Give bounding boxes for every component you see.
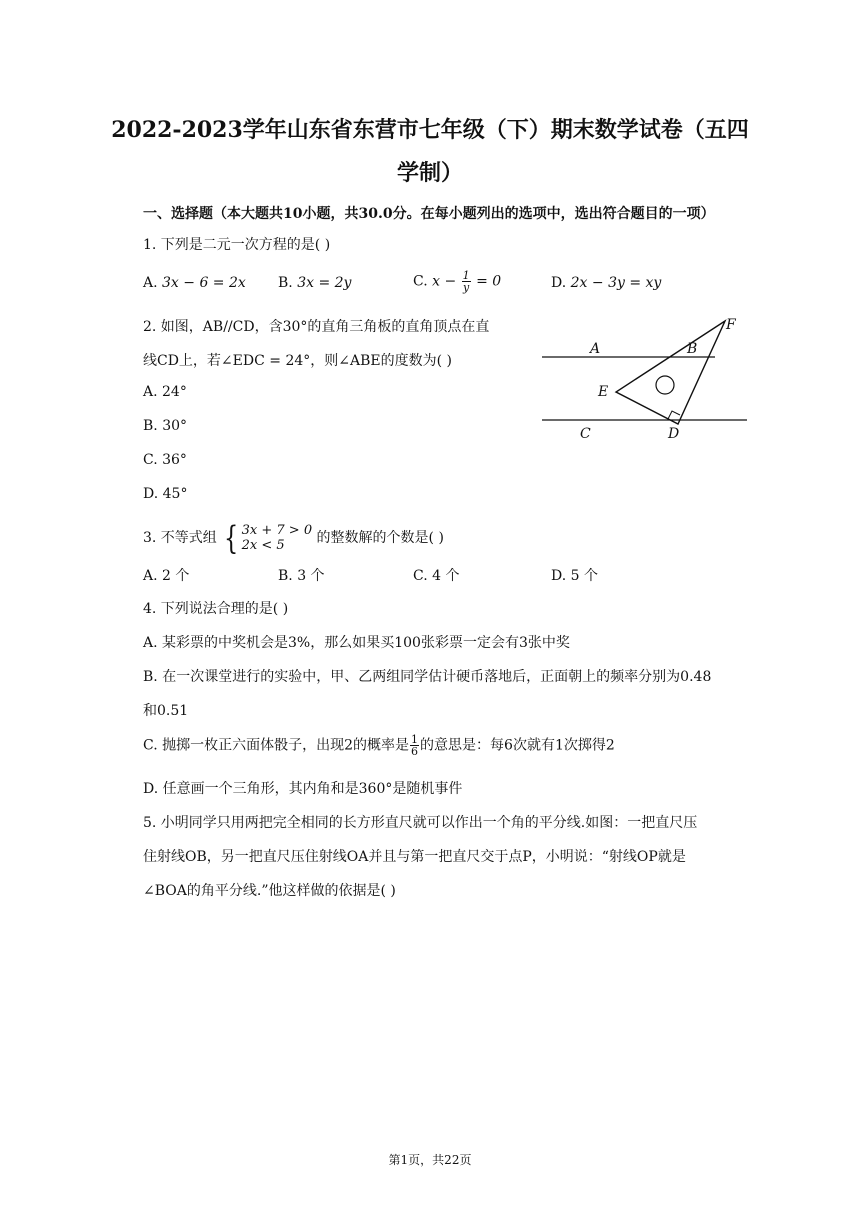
section-heading: 一、选择题（本大题共10小题，共30.0分。在每小题列出的选项中，选出符合题目的一项） — [143, 206, 715, 222]
label-a: A — [590, 341, 601, 357]
exam-title-line1: 2022-2023学年山东省东营市七年级（下）期末数学试卷（五四 — [111, 117, 749, 143]
q1-option-d-text: 2x − 3y = xy — [570, 275, 662, 291]
q2-option-c: C. 36° — [143, 452, 187, 468]
q5-stem-line1: 5. 小明同学只用两把完全相同的长方形直尺就可以作出一个角的平分线.如图：一把直尺压 — [143, 815, 698, 831]
q5-stem-line2: 住射线OB，另一把直尺压住射线OA并且与第一把直尺交于点P，小明说：“射线OP就是 — [143, 849, 686, 865]
q1-stem: 1. 下列是二元一次方程的是( ) — [143, 237, 331, 253]
q4-option-c-numerator: 1 — [411, 733, 419, 746]
label-f: F — [726, 317, 736, 333]
q1-option-b-text: 3x = 2y — [297, 275, 352, 291]
q1-option-c-numerator: 1 — [462, 269, 470, 282]
q1-option-b-label: B. — [278, 275, 293, 291]
q1-option-c-pre: x − — [432, 273, 457, 290]
q1-option-d — [551, 275, 661, 291]
q3-option-d: D. 5 个 — [551, 568, 598, 584]
q2-option-d: D. 45° — [143, 486, 188, 502]
label-e: E — [598, 384, 609, 400]
q2-option-a: A. 24° — [143, 384, 187, 400]
q1-option-c-fraction — [462, 270, 471, 293]
q3-stem-pre: 3. 不等式组 — [143, 530, 217, 546]
q1-option-c — [413, 270, 501, 293]
q3-stem — [143, 519, 444, 557]
q4-stem: 4. 下列说法合理的是( ) — [143, 601, 289, 617]
q3-inequality-system — [221, 519, 313, 557]
q1-option-a-text: 3x − 6 = 2x — [162, 275, 246, 291]
q3-inequality-2: 2x < 5 — [241, 538, 285, 553]
q4-option-a: A. 某彩票的中奖机会是3%，那么如果买100张彩票一定会有3张中奖 — [143, 635, 570, 651]
page-number-footer: 第1页，共22页 — [388, 1153, 472, 1167]
exam-title-line2: 学制） — [396, 160, 463, 186]
label-c: C — [580, 426, 591, 442]
q4-option-d: D. 任意画一个三角形，其内角和是360°是随机事件 — [143, 781, 463, 797]
q3-stem-post: 的整数解的个数是( ) — [316, 530, 444, 546]
q1-option-b — [278, 275, 351, 291]
q4-option-c — [143, 734, 615, 757]
q3-inequality-1: 3x + 7 > 0 — [241, 523, 313, 538]
q1-option-d-label: D. — [551, 275, 567, 291]
right-angle-mark — [668, 411, 680, 419]
q4-option-c-pre: C. 抛掷一枚正六面体骰子，出现2的概率是 — [143, 737, 410, 754]
triangle-def — [616, 321, 725, 424]
q3-system-lines — [242, 523, 312, 553]
label-d: D — [668, 426, 680, 442]
q1-option-c-post: = 0 — [476, 273, 502, 290]
q1-option-a — [143, 275, 246, 291]
left-brace-icon: { — [224, 519, 239, 557]
q4-option-b-line1: B. 在一次课堂进行的实验中，甲、乙两组同学估计硬币落地后，正面朝上的频率分别为0.48 — [143, 669, 712, 685]
q2-option-b: B. 30° — [143, 418, 188, 434]
q3-option-b: B. 3 个 — [278, 568, 325, 584]
q1-option-c-label: C. — [413, 273, 428, 290]
q2-stem-line1: 2. 如图，AB//CD，含30°的直角三角板的直角顶点在直 — [143, 319, 490, 335]
label-b: B — [687, 341, 698, 357]
q4-option-c-denominator: 6 — [411, 745, 419, 758]
q4-option-b-line2: 和0.51 — [143, 703, 189, 719]
q5-stem-line3: ∠BOA的角平分线.”他这样做的依据是( ) — [143, 883, 396, 899]
q2-geometry-figure — [540, 312, 755, 447]
q2-stem-line2: 线CD上，若∠EDC = 24°，则∠ABE的度数为( ) — [143, 353, 452, 369]
q3-option-a: A. 2 个 — [143, 568, 190, 584]
ruler-hole-circle — [656, 376, 674, 394]
q4-option-c-fraction — [410, 734, 419, 757]
q1-option-c-denominator: y — [463, 281, 470, 294]
q1-option-a-label: A. — [143, 275, 158, 291]
q3-option-c: C. 4 个 — [413, 568, 460, 584]
q4-option-c-post: 的意思是：每6次就有1次掷得2 — [420, 737, 615, 754]
